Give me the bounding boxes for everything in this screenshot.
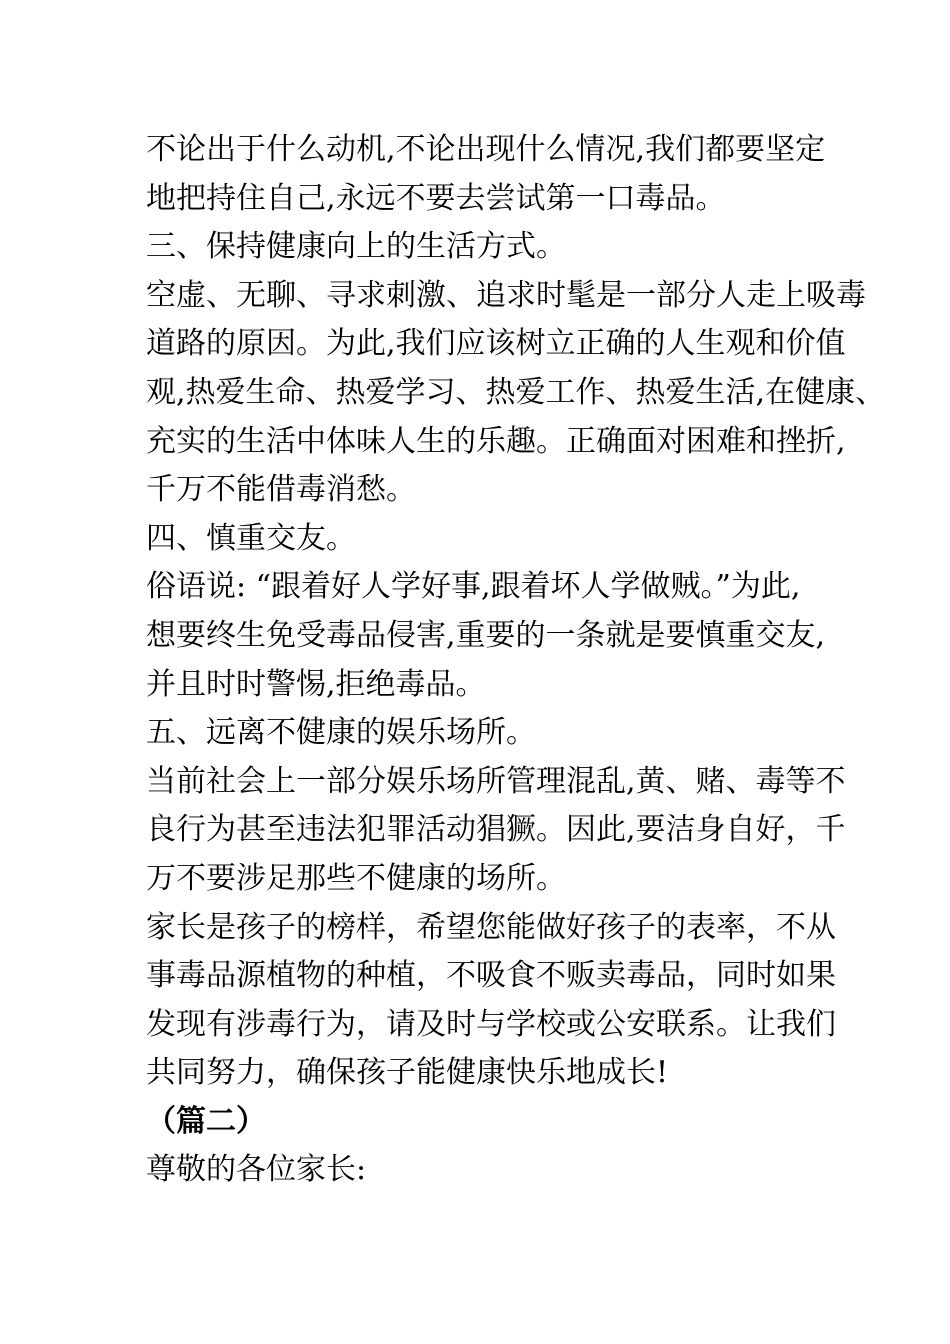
paragraph-line: 道路的原因。为此,我们应该树立正确的人生观和价值 <box>146 326 846 362</box>
paragraph-line: 观,热爱生命、热爱学习、热爱工作、热爱生活,在健康、 <box>146 374 886 410</box>
salutation: 尊敬的各位家长: <box>146 1152 367 1188</box>
paragraph-line: 共同努力，确保孩子能健康快乐地成长! <box>146 1055 669 1091</box>
chapter-heading: （篇二） <box>146 1103 266 1139</box>
paragraph-line: 充实的生活中体味人生的乐趣。正确面对困难和挫折, <box>146 423 846 459</box>
paragraph-line: 空虚、无聊、寻求刺激、追求时髦是一部分人走上吸毒 <box>146 277 866 313</box>
paragraph-line: 千万不能借毒消愁。 <box>146 472 416 508</box>
paragraph-line: 俗语说: “跟着好人学好事,跟着坏人学做贼。”为此, <box>146 569 801 605</box>
section-heading: 三、保持健康向上的生活方式。 <box>146 229 566 265</box>
paragraph-line: 事毒品源植物的种植，不吸食不贩卖毒品，同时如果 <box>146 958 836 994</box>
paragraph-line: 并且时时警惕,拒绝毒品。 <box>146 666 486 702</box>
paragraph-line: 家长是孩子的榜样，希望您能做好孩子的表率，不从 <box>146 909 836 945</box>
paragraph-line: 发现有涉毒行为，请及时与学校或公安联系。让我们 <box>146 1006 836 1042</box>
document-body <box>146 126 886 1195</box>
paragraph-line: 不论出于什么动机,不论出现什么情况,我们都要坚定 <box>146 132 826 167</box>
section-heading: 五、远离不健康的娱乐场所。 <box>146 715 536 751</box>
section-heading: 四、慎重交友。 <box>146 520 356 556</box>
paragraph-line: 地把持住自己,永远不要去尝试第一口毒品。 <box>146 180 726 216</box>
paragraph-line: 当前社会上一部分娱乐场所管理混乱,黄、赌、毒等不 <box>146 763 846 799</box>
paragraph-line: 想要终生免受毒品侵害,重要的一条就是要慎重交友, <box>146 617 826 653</box>
paragraph-line: 万不要涉足那些不健康的场所。 <box>146 860 566 896</box>
paragraph-line: 良行为甚至违法犯罪活动猖獗。因此,要洁身自好，千 <box>146 812 846 848</box>
